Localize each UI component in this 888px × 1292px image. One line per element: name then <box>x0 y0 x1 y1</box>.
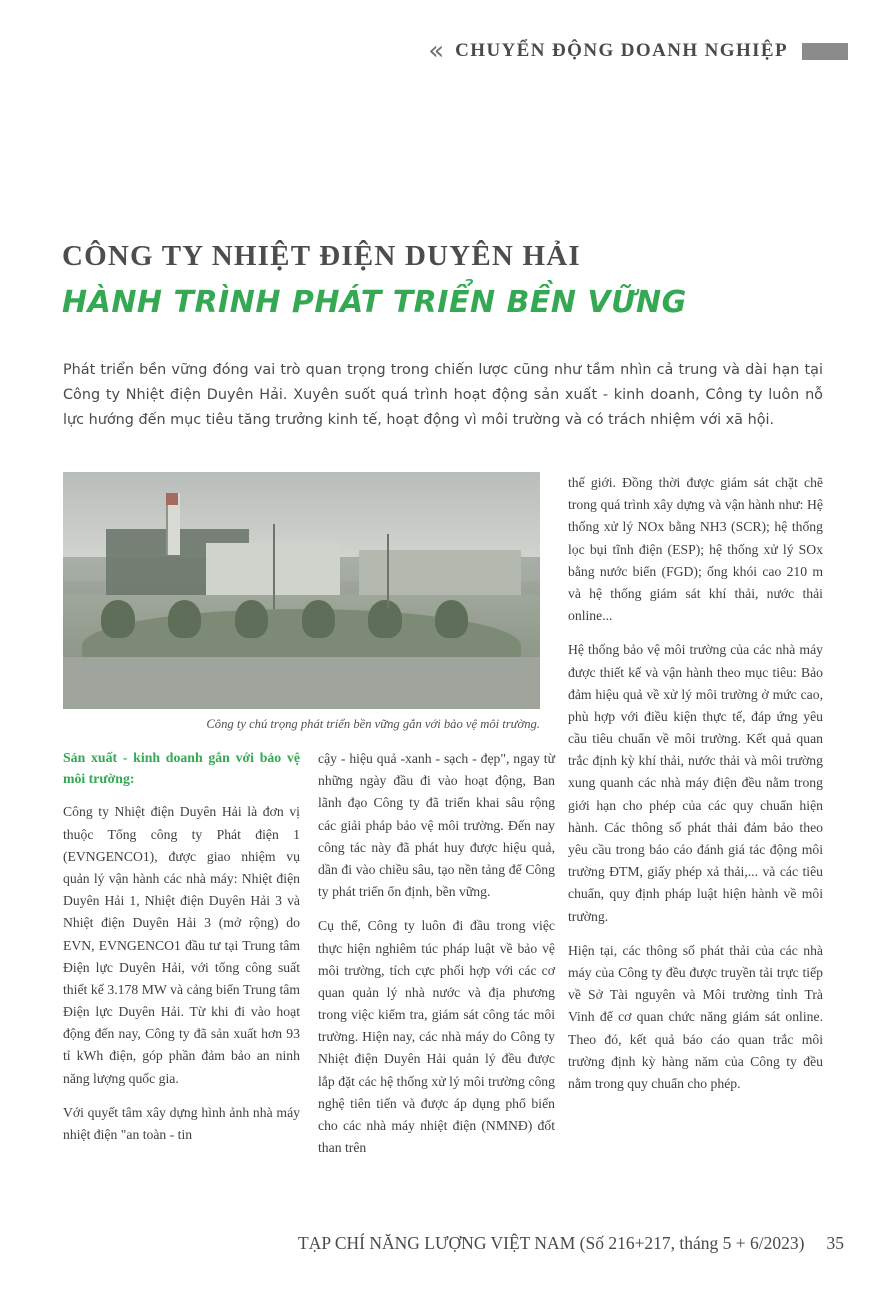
paragraph: thế giới. Đồng thời được giám sát chặt chẽ trong quá trình xây dựng và vận hành như: Hệ thống xử lý NOx bằng NH3 (SCR); hệ thống lọc bụi tĩnh điện (ESP); hệ thống xử lý SOx bằng nước biển (FGD); ống khói cao 210 m và hệ thống giám sát khí thải, nước thải online... <box>568 475 823 624</box>
page-number: 35 <box>826 1233 844 1253</box>
footer-publication-line: TẠP CHÍ NĂNG LƯỢNG VIỆT NAM (Số 216+217, tháng 5 + 6/2023) <box>298 1233 805 1253</box>
photo-bush <box>101 600 134 638</box>
photo-light-pole <box>273 524 275 609</box>
paragraph: Công ty Nhiệt điện Duyên Hải là đơn vị thuộc Tổng công ty Phát điện 1 (EVNGENCO1), được giao nhiệm vụ quản lý vận hành các nhà máy: Nhiệt điện Duyên Hải 1, Nhiệt điện Duyên Hải 3 và Nhiệt điện Duyên Hải 3 (mở rộng) do EVN, EVNGENCO1 đầu tư tại Trung tâm Điện lực Duyên Hải, với tổng công suất thiết kế 3.178 MW và cảng biển Trung tâm Điện lực Duyên Hải. Từ khi đi vào hoạt động đến nay, Công ty đã sản xuất hơn 93 tỉ kWh điện, góp phần đảm bảo an ninh năng lượng quốc gia. <box>63 804 300 1086</box>
paragraph: Cụ thể, Công ty luôn đi đầu trong việc thực hiện nghiêm túc pháp luật về bảo vệ môi trường, tích cực phối hợp với các cơ quan quản lý nhà nước và địa phương trong việc kiểm tra, giám sát công tác môi trường. Hiện nay, các nhà máy do Công ty Nhiệt điện Duyên Hải quản lý đều được lắp đặt các hệ thống xử lý môi trường công nghệ tiên tiến và được áp dụng phổ biến cho các nhà máy nhiệt điện (NMNĐ) đốt than trên <box>318 918 555 1156</box>
power-plant-photo <box>63 472 540 709</box>
page-header <box>428 38 848 64</box>
paragraph: Hiện tại, các thông số phát thải của các nhà máy của Công ty đều được truyền tải trực tiếp về Sở Tài nguyên và Môi trường tỉnh Trà Vinh để cơ quan chức năng giám sát online. Theo đó, kết quả báo cáo quan trắc môi trường định kỳ hàng năm của Công ty đều nằm trong quy chuẩn cho phép. <box>568 942 823 1091</box>
photo-chimney-top <box>166 493 178 505</box>
photo-road <box>63 657 540 709</box>
photo-bush <box>302 600 335 638</box>
body-column-right <box>568 472 823 1107</box>
photo-right-building <box>359 550 521 597</box>
photo-bush <box>368 600 401 638</box>
article-title-area <box>62 240 822 320</box>
photo-bush <box>235 600 268 638</box>
header-section-title: CHUYỂN ĐỘNG DOANH NGHIỆP <box>455 40 788 61</box>
paragraph: cậy - hiệu quả -xanh - sạch - đẹp", ngay từ những ngày đầu đi vào hoạt động, Ban lãnh đạo Công ty đã triển khai sâu rộng các giải pháp bảo vệ môi trường. Đến nay công tác này đã phát huy được hiệu quả, dần đi vào chiều sâu, tạo nền tảng để Công ty phát triển ổn định, bền vững. <box>318 751 555 900</box>
article-photo-block <box>63 472 540 732</box>
page-footer <box>0 1233 888 1254</box>
body-column-middle <box>318 748 555 1171</box>
paragraph: Với quyết tâm xây dựng hình ảnh nhà máy nhiệt điện "an toàn - tin <box>63 1104 300 1142</box>
article-title: CÔNG TY NHIỆT ĐIỆN DUYÊN HẢI <box>62 240 581 272</box>
photo-bush <box>168 600 201 638</box>
double-chevron-left-icon: « <box>428 36 442 66</box>
photo-bush <box>435 600 468 638</box>
article-subtitle: HÀNH TRÌNH PHÁT TRIỂN BỀN VỮNG <box>62 285 687 320</box>
header-color-block <box>802 43 848 60</box>
photo-caption: Công ty chú trọng phát triển bền vững gắn với bảo vệ môi trường. <box>206 717 540 731</box>
photo-light-pole <box>387 534 389 610</box>
section-heading: Sản xuất - kinh doanh gắn với bảo vệ môi trường: <box>63 750 300 786</box>
body-column-left <box>63 748 300 1158</box>
article-lead-paragraph: Phát triển bền vững đóng vai trò quan trọng trong chiến lược cũng như tầm nhìn cả trung và dài hạn tại Công ty Nhiệt điện Duyên Hải. Xuyên suốt quá trình hoạt động sản xuất - kinh doanh, Công ty luôn nỗ lực hướng đến mục tiêu tăng trưởng kinh tế, hoạt động vì môi trường và có trách nhiệm với xã hội. <box>63 362 823 429</box>
paragraph: Hệ thống bảo vệ môi trường của các nhà máy được thiết kế và vận hành theo mục tiêu: Bảo đảm hiệu quả về xử lý môi trường ở mức cao, phù hợp với điều kiện thực tế, đáp ứng yêu cầu tiêu chuẩn về môi trường. Kết quả quan trắc định kỳ khí thải, nước thải và môi trường xung quanh các nhà máy điện đều nằm trong giới hạn cho phép của các quy chuẩn hiện hành. Các thông số phát thải đảm bảo theo yêu cầu trong báo cáo đánh giá tác động môi trường ĐTM, giấy phép xả thải,... và các tiêu chuẩn, quy định pháp luật hiện hành về môi trường. <box>568 642 823 924</box>
